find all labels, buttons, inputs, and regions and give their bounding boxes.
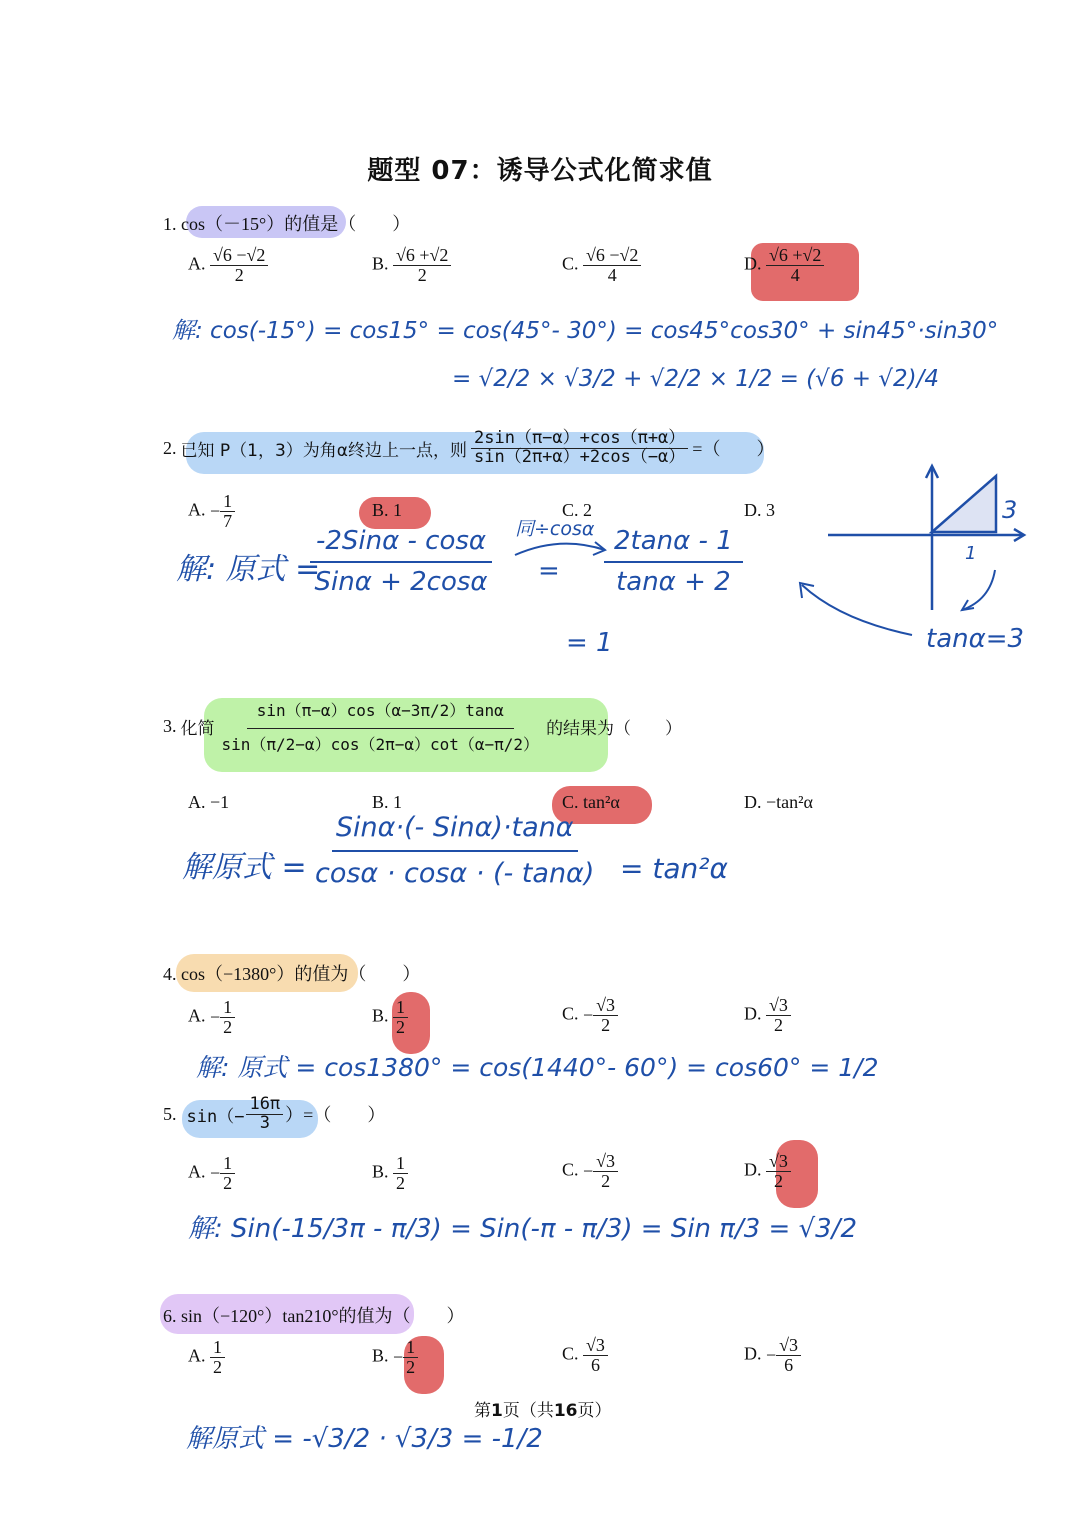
question-4 [163, 960, 420, 986]
option-c: C. tan²α [562, 792, 620, 812]
option-d: D. 3 [744, 500, 775, 520]
question-6 [163, 1302, 465, 1328]
option-c: C. − $\frac{√3}{2}$ [562, 1152, 618, 1191]
diagram-y-label: 3 [1002, 496, 1018, 524]
solution-q3-fraction: $\frac{\text{Sinα·(- Sinα)·tanα}}{\cos\alpha \cdot \cos\alpha \cdot (- \tan\alpha)}$ [315, 812, 595, 890]
solution-q2-fraction-2: $\frac{2\tan\alpha - 1}{\tan\alpha + 2}$ [604, 528, 743, 597]
question-number: 2. [163, 437, 177, 458]
option-b: B. $\frac{√6 +√2}{2}$ [372, 246, 451, 285]
solution-q5: 解: Sin(-15/3π - π/3) = Sin(-π - π/3) = Sin π/3 = √3/2 [188, 1214, 857, 1244]
question-prefix: 化简 [180, 718, 215, 739]
arrow-icon [510, 530, 610, 560]
solution-q3-result: = tan²α [620, 852, 728, 885]
solution-q4: 解: 原式 = cos1380° = cos(1440°- 60°) = cos60° = 1/2 [196, 1053, 879, 1082]
diagram-note: tanα=3 [926, 624, 1025, 654]
solution-q6: 解原式 = -√3/2 · √3/3 = -1/2 [186, 1424, 543, 1454]
page-footer: 第1页（共16页） [474, 1401, 612, 1421]
question-number: 3. [163, 715, 177, 736]
solution-q1-line1: 解: cos(-15°) = cos15° = cos(45°- 30°) = cos45°cos30° + sin45°·sin30° [172, 318, 999, 344]
option-b: B. $\frac{1}{2}$ [372, 1154, 408, 1193]
solution-q2-equals: = [538, 556, 560, 586]
question-number: 6. [163, 1306, 177, 1326]
solution-q2-result: = 1 [566, 628, 613, 658]
question-stem: cos（−1380°）的值为（ ） [181, 964, 421, 984]
question-2: 2. 已知 P（1，3）为角α终边上一点，则 $\frac{2\sin(\pi-\alpha)+\cos(\pi+\alpha)}{\sin(2\pi+\alpha)+2\cos(-\alpha)}$ =（ ） [163, 428, 775, 467]
option-a: A. $\frac{1}{2}$ [188, 1338, 225, 1377]
solution-q2-prefix: 解: 原式 = [176, 552, 321, 587]
question-stem: cos（－15°）的值是（ ） [181, 214, 411, 234]
option-d: D. $\frac{√3}{2}$ [744, 996, 791, 1035]
option-a: A. − $\frac{1}{7}$ [188, 492, 235, 531]
question-fraction: $\frac{\sin(\pi-\alpha)\cos(\alpha-3\pi/2)\tan\alpha}{\sin(\pi/2-\alpha)\cos(2\pi-\alpha)\cot(\alpha-\pi/2)}$ [221, 700, 540, 754]
option-a: A. − $\frac{1}{2}$ [188, 998, 235, 1037]
option-d: D. $\frac{√6 +√2}{4}$ [744, 246, 824, 285]
question-stem: 已知 P（1，3）为角α终边上一点，则 [180, 440, 467, 461]
question-1 [163, 210, 410, 236]
option-c: C. 2 [562, 500, 593, 520]
option-a: A. $\frac{√6 -√2}{2}$ [188, 246, 268, 285]
solution-q1-line2: = √2/2 × √3/2 + √2/2 × 1/2 = (√6 + √2)/4 [452, 366, 939, 392]
question-fraction: $\frac{2\sin(\pi-\alpha)+\cos(\pi+\alpha)}{\sin(2\pi+\alpha)+2\cos(-\alpha)}$ [471, 430, 688, 467]
option-b: B. 1 [372, 500, 403, 520]
question-number: 4. [163, 964, 177, 984]
question-stem: sin（−120°）tan210°的值为（ ） [181, 1306, 465, 1326]
option-c: C. $\frac{√3}{6}$ [562, 1336, 608, 1375]
solution-q2-note: 同÷cosα [515, 518, 595, 540]
option-a: A. − $\frac{1}{2}$ [188, 1154, 235, 1193]
question-5: 5. sin（− $\frac{16\pi}{3}$ ）=（ ） [163, 1094, 386, 1133]
solution-q2-fraction: $\frac{\text{-2Sinα - cosα}}{\text{Sinα + 2cosα}}$ [310, 528, 492, 597]
option-d: D. $\frac{√3}{2}$ [744, 1152, 791, 1191]
option-b: B. − $\frac{1}{2}$ [372, 1338, 418, 1377]
option-c: C. − $\frac{√3}{2}$ [562, 996, 618, 1035]
option-d: D. − $\frac{√3}{6}$ [744, 1336, 801, 1375]
option-b: B. $\frac{1}{2}$ [372, 998, 408, 1037]
diagram-x-label: 1 [965, 543, 977, 564]
question-number: 1. [163, 214, 177, 234]
option-a: A. −1 [188, 792, 230, 812]
question-number: 5. [163, 1103, 177, 1124]
option-b: B. 1 [372, 792, 403, 812]
page-title: 题型 07：诱导公式化简求值 [367, 156, 713, 186]
option-d: D. −tan²α [744, 792, 813, 812]
question-3: 3. 化简 $\frac{\sin(\pi-\alpha)\cos(\alpha-3\pi/2)\tan\alpha}{\sin(\pi/2-\alpha)\cos(2\pi-\alpha)\cot(\alpha-\pi/2)}$ 的结果为（ ） [163, 700, 683, 754]
option-c: C. $\frac{√6 -√2}{4}$ [562, 246, 641, 285]
solution-q3-prefix: 解原式 = [182, 850, 307, 885]
